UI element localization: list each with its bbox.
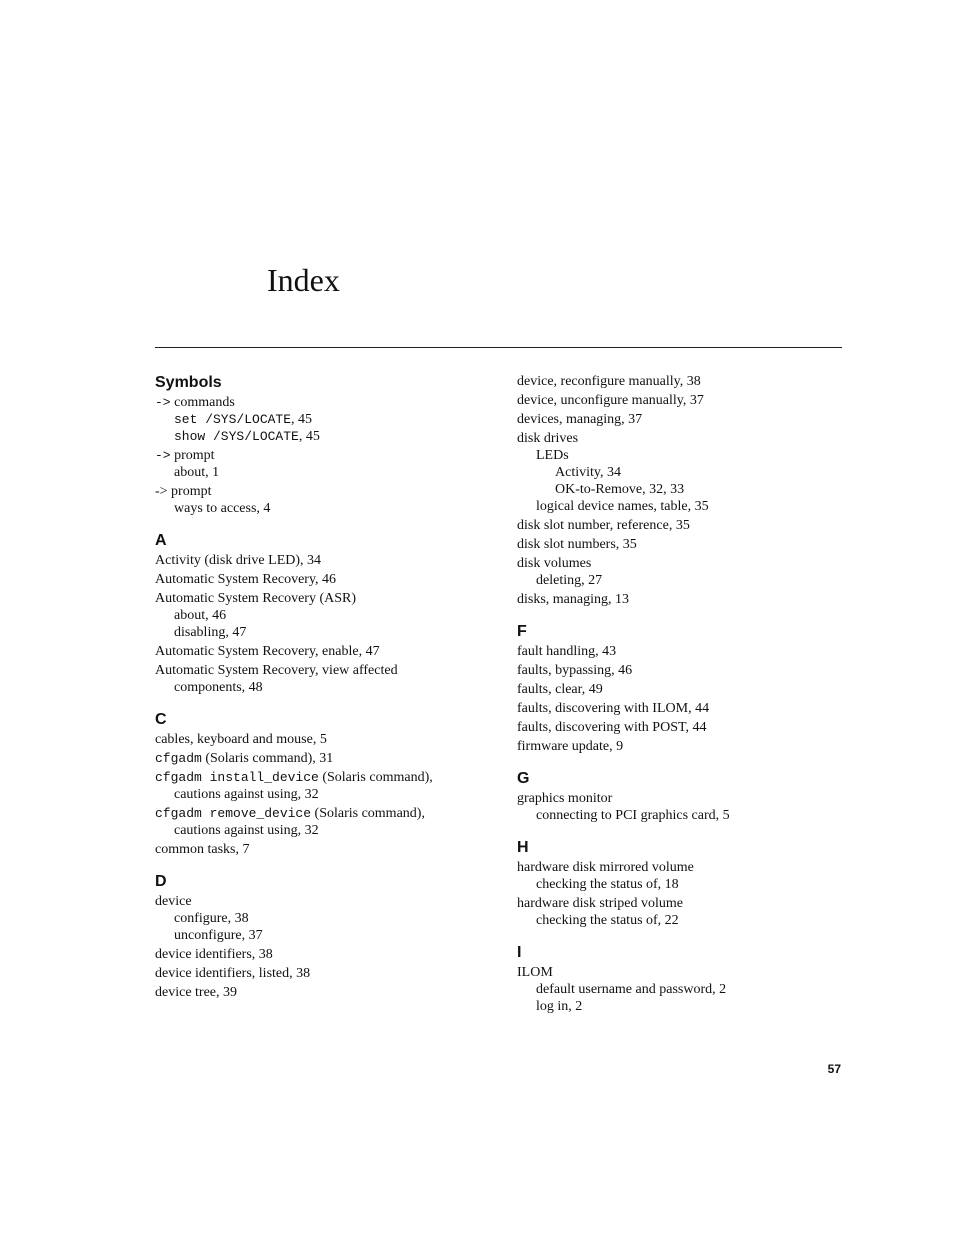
index-entry: [517, 859, 847, 893]
index-subterm: [517, 876, 847, 893]
index-subterm: [517, 912, 847, 929]
entry-text: OK-to-Remove, 32, 33: [555, 482, 685, 497]
entry-text: log in, 2: [536, 999, 583, 1014]
index-term: [517, 790, 847, 807]
section-heading: H: [517, 839, 529, 856]
entry-text: disk slot number, reference, 35: [517, 518, 690, 533]
index-subterm: [517, 464, 847, 481]
entry-text: configure, 38: [174, 911, 249, 926]
index-subterm: [155, 927, 485, 944]
entry-text: LEDs: [536, 448, 569, 463]
index-entry: [155, 769, 485, 803]
entry-text: faults, discovering with POST, 44: [517, 720, 707, 735]
index-term: [517, 681, 847, 698]
index-entry: [517, 895, 847, 929]
code-text: ->: [155, 395, 171, 410]
index-entry: [517, 392, 847, 409]
code-text: ->: [155, 448, 171, 463]
index-section-2: [155, 710, 485, 858]
entry-text: ways to access, 4: [174, 501, 271, 516]
index-column-right: [517, 373, 847, 1029]
index-entry: [517, 536, 847, 553]
entry-text: disk volumes: [517, 556, 592, 571]
index-term: [155, 483, 485, 500]
section-heading: D: [155, 873, 167, 890]
index-term: [155, 805, 485, 822]
index-subterm: [155, 822, 485, 839]
entry-text: cautions against using, 32: [174, 787, 319, 802]
index-subterm: [155, 910, 485, 927]
entry-text: , 45: [291, 412, 313, 427]
index-term: [155, 750, 485, 767]
index-term: [517, 859, 847, 876]
index-section-1: [155, 531, 485, 696]
page-number: 57: [827, 1062, 841, 1076]
page-title: Index: [267, 262, 340, 298]
entry-text: , 45: [298, 429, 320, 444]
entry-text: connecting to PCI graphics card, 5: [536, 808, 730, 823]
entry-text: deleting, 27: [536, 573, 603, 588]
entry-text: checking the status of, 18: [536, 877, 679, 892]
index-section-6: [517, 838, 847, 929]
index-entry: [517, 373, 847, 390]
index-entry: [155, 893, 485, 944]
entry-text: faults, clear, 49: [517, 682, 603, 697]
title-rule: [155, 347, 842, 348]
code-text: cfgadm install_device: [155, 770, 319, 785]
index-subterm: [155, 500, 485, 517]
index-entry: [155, 946, 485, 963]
index-entry: [517, 681, 847, 698]
index-term: [517, 700, 847, 717]
entry-text: graphics monitor: [517, 791, 613, 806]
index-term: [155, 769, 485, 786]
entry-text: -> prompt: [155, 484, 212, 499]
entry-text: (Solaris command),: [318, 770, 433, 785]
index-subterm: [155, 679, 485, 696]
index-entry: [155, 590, 485, 641]
index-term: [517, 964, 847, 981]
index-term: [155, 447, 485, 464]
index-term: [517, 430, 847, 447]
entry-text: faults, discovering with ILOM, 44: [517, 701, 710, 716]
entry-text: disabling, 47: [174, 625, 247, 640]
entry-text: fault handling, 43: [517, 644, 617, 659]
index-subterm: [517, 447, 847, 464]
index-section-5: [517, 769, 847, 824]
entry-text: devices, managing, 37: [517, 412, 643, 427]
index-entry: [517, 643, 847, 660]
index-entry: [155, 483, 485, 517]
index-term: [155, 643, 485, 660]
index-term: [517, 373, 847, 390]
index-subterm: [517, 998, 847, 1015]
index-term: [517, 536, 847, 553]
index-term: [517, 411, 847, 428]
code-text: show /SYS/LOCATE: [174, 429, 299, 444]
entry-text: Activity, 34: [555, 465, 621, 480]
index-column-left: [155, 373, 485, 1015]
index-term: [517, 662, 847, 679]
entry-text: disk slot numbers, 35: [517, 537, 637, 552]
index-term: [155, 590, 485, 607]
index-section-3: [517, 373, 847, 608]
index-section-3: [155, 872, 485, 1001]
entry-text: about, 1: [174, 465, 220, 480]
entry-text: commands: [170, 395, 235, 410]
index-entry: [517, 430, 847, 515]
entry-text: unconfigure, 37: [174, 928, 263, 943]
index-term: [517, 738, 847, 755]
index-term: [517, 555, 847, 572]
index-term: [155, 552, 485, 569]
index-entry: [155, 984, 485, 1001]
entry-text: common tasks, 7: [155, 842, 250, 857]
section-heading: C: [155, 711, 167, 728]
entry-text: checking the status of, 22: [536, 913, 679, 928]
entry-text: Automatic System Recovery, 46: [155, 572, 337, 587]
entry-text: ILOM: [517, 965, 553, 980]
index-term: [155, 965, 485, 982]
index-term: [155, 571, 485, 588]
code-text: set /SYS/LOCATE: [174, 412, 292, 427]
entry-text: components, 48: [174, 680, 263, 695]
entry-text: (Solaris command), 31: [201, 751, 334, 766]
index-term: [517, 719, 847, 736]
entry-text: prompt: [170, 448, 215, 463]
section-heading: F: [517, 623, 527, 640]
index-subterm: [155, 464, 485, 481]
index-term: [517, 895, 847, 912]
index-entry: [155, 447, 485, 481]
index-term: [155, 394, 485, 411]
entry-text: faults, bypassing, 46: [517, 663, 633, 678]
index-term: [155, 946, 485, 963]
index-subterm: [517, 481, 847, 498]
index-subterm: [517, 572, 847, 589]
section-heading: G: [517, 770, 530, 787]
index-entry: [517, 555, 847, 589]
index-entry: [517, 700, 847, 717]
entry-text: device tree, 39: [155, 985, 238, 1000]
index-entry: [517, 517, 847, 534]
section-heading: A: [155, 532, 167, 549]
index-entry: [155, 805, 485, 839]
index-term: [155, 841, 485, 858]
index-subterm: [155, 607, 485, 624]
index-term: [517, 517, 847, 534]
index-subterm: [517, 981, 847, 998]
index-entry: [517, 738, 847, 755]
index-entry: [517, 411, 847, 428]
index-subterm: [155, 786, 485, 803]
entry-text: Automatic System Recovery, view affected: [155, 663, 398, 678]
index-section-0: [155, 373, 485, 517]
index-entry: [155, 643, 485, 660]
entry-text: firmware update, 9: [517, 739, 624, 754]
entry-text: device: [155, 894, 192, 909]
entry-text: disks, managing, 13: [517, 592, 629, 607]
code-text: cfgadm remove_device: [155, 806, 312, 821]
entry-text: default username and password, 2: [536, 982, 727, 997]
index-entry: [155, 662, 485, 696]
entry-text: cables, keyboard and mouse, 5: [155, 732, 327, 747]
entry-text: Activity (disk drive LED), 34: [155, 553, 322, 568]
index-subterm: [155, 428, 485, 445]
index-entry: [155, 394, 485, 445]
index-entry: [155, 965, 485, 982]
index-entry: [517, 964, 847, 1015]
entry-text: (Solaris command),: [311, 806, 425, 821]
entry-text: hardware disk mirrored volume: [517, 860, 694, 875]
section-heading: I: [517, 944, 522, 961]
index-entry: [155, 750, 485, 767]
index-section-4: [517, 622, 847, 755]
index-term: [517, 591, 847, 608]
index-term: [155, 893, 485, 910]
index-term: [517, 643, 847, 660]
entry-text: Automatic System Recovery, enable, 47: [155, 644, 380, 659]
section-heading: Symbols: [155, 374, 222, 391]
index-entry: [155, 841, 485, 858]
index-section-7: [517, 943, 847, 1015]
index-entry: [517, 790, 847, 824]
index-term: [155, 731, 485, 748]
index-entry: [155, 552, 485, 569]
entry-text: Automatic System Recovery (ASR): [155, 591, 357, 606]
index-entry: [155, 731, 485, 748]
entry-text: hardware disk striped volume: [517, 896, 684, 911]
index-subterm: [517, 807, 847, 824]
index-subterm: [155, 411, 485, 428]
entry-text: disk drives: [517, 431, 579, 446]
entry-text: about, 46: [174, 608, 227, 623]
entry-text: device, unconfigure manually, 37: [517, 393, 704, 408]
index-subterm: [155, 624, 485, 641]
index-entry: [517, 662, 847, 679]
entry-text: logical device names, table, 35: [536, 499, 709, 514]
index-term: [155, 984, 485, 1001]
entry-text: device identifiers, listed, 38: [155, 966, 311, 981]
code-text: cfgadm: [155, 751, 202, 766]
index-term: [155, 662, 485, 679]
entry-text: device, reconfigure manually, 38: [517, 374, 701, 389]
entry-text: cautions against using, 32: [174, 823, 319, 838]
index-entry: [517, 591, 847, 608]
index-entry: [517, 719, 847, 736]
index-term: [517, 392, 847, 409]
index-subterm: [517, 498, 847, 515]
index-entry: [155, 571, 485, 588]
entry-text: device identifiers, 38: [155, 947, 273, 962]
